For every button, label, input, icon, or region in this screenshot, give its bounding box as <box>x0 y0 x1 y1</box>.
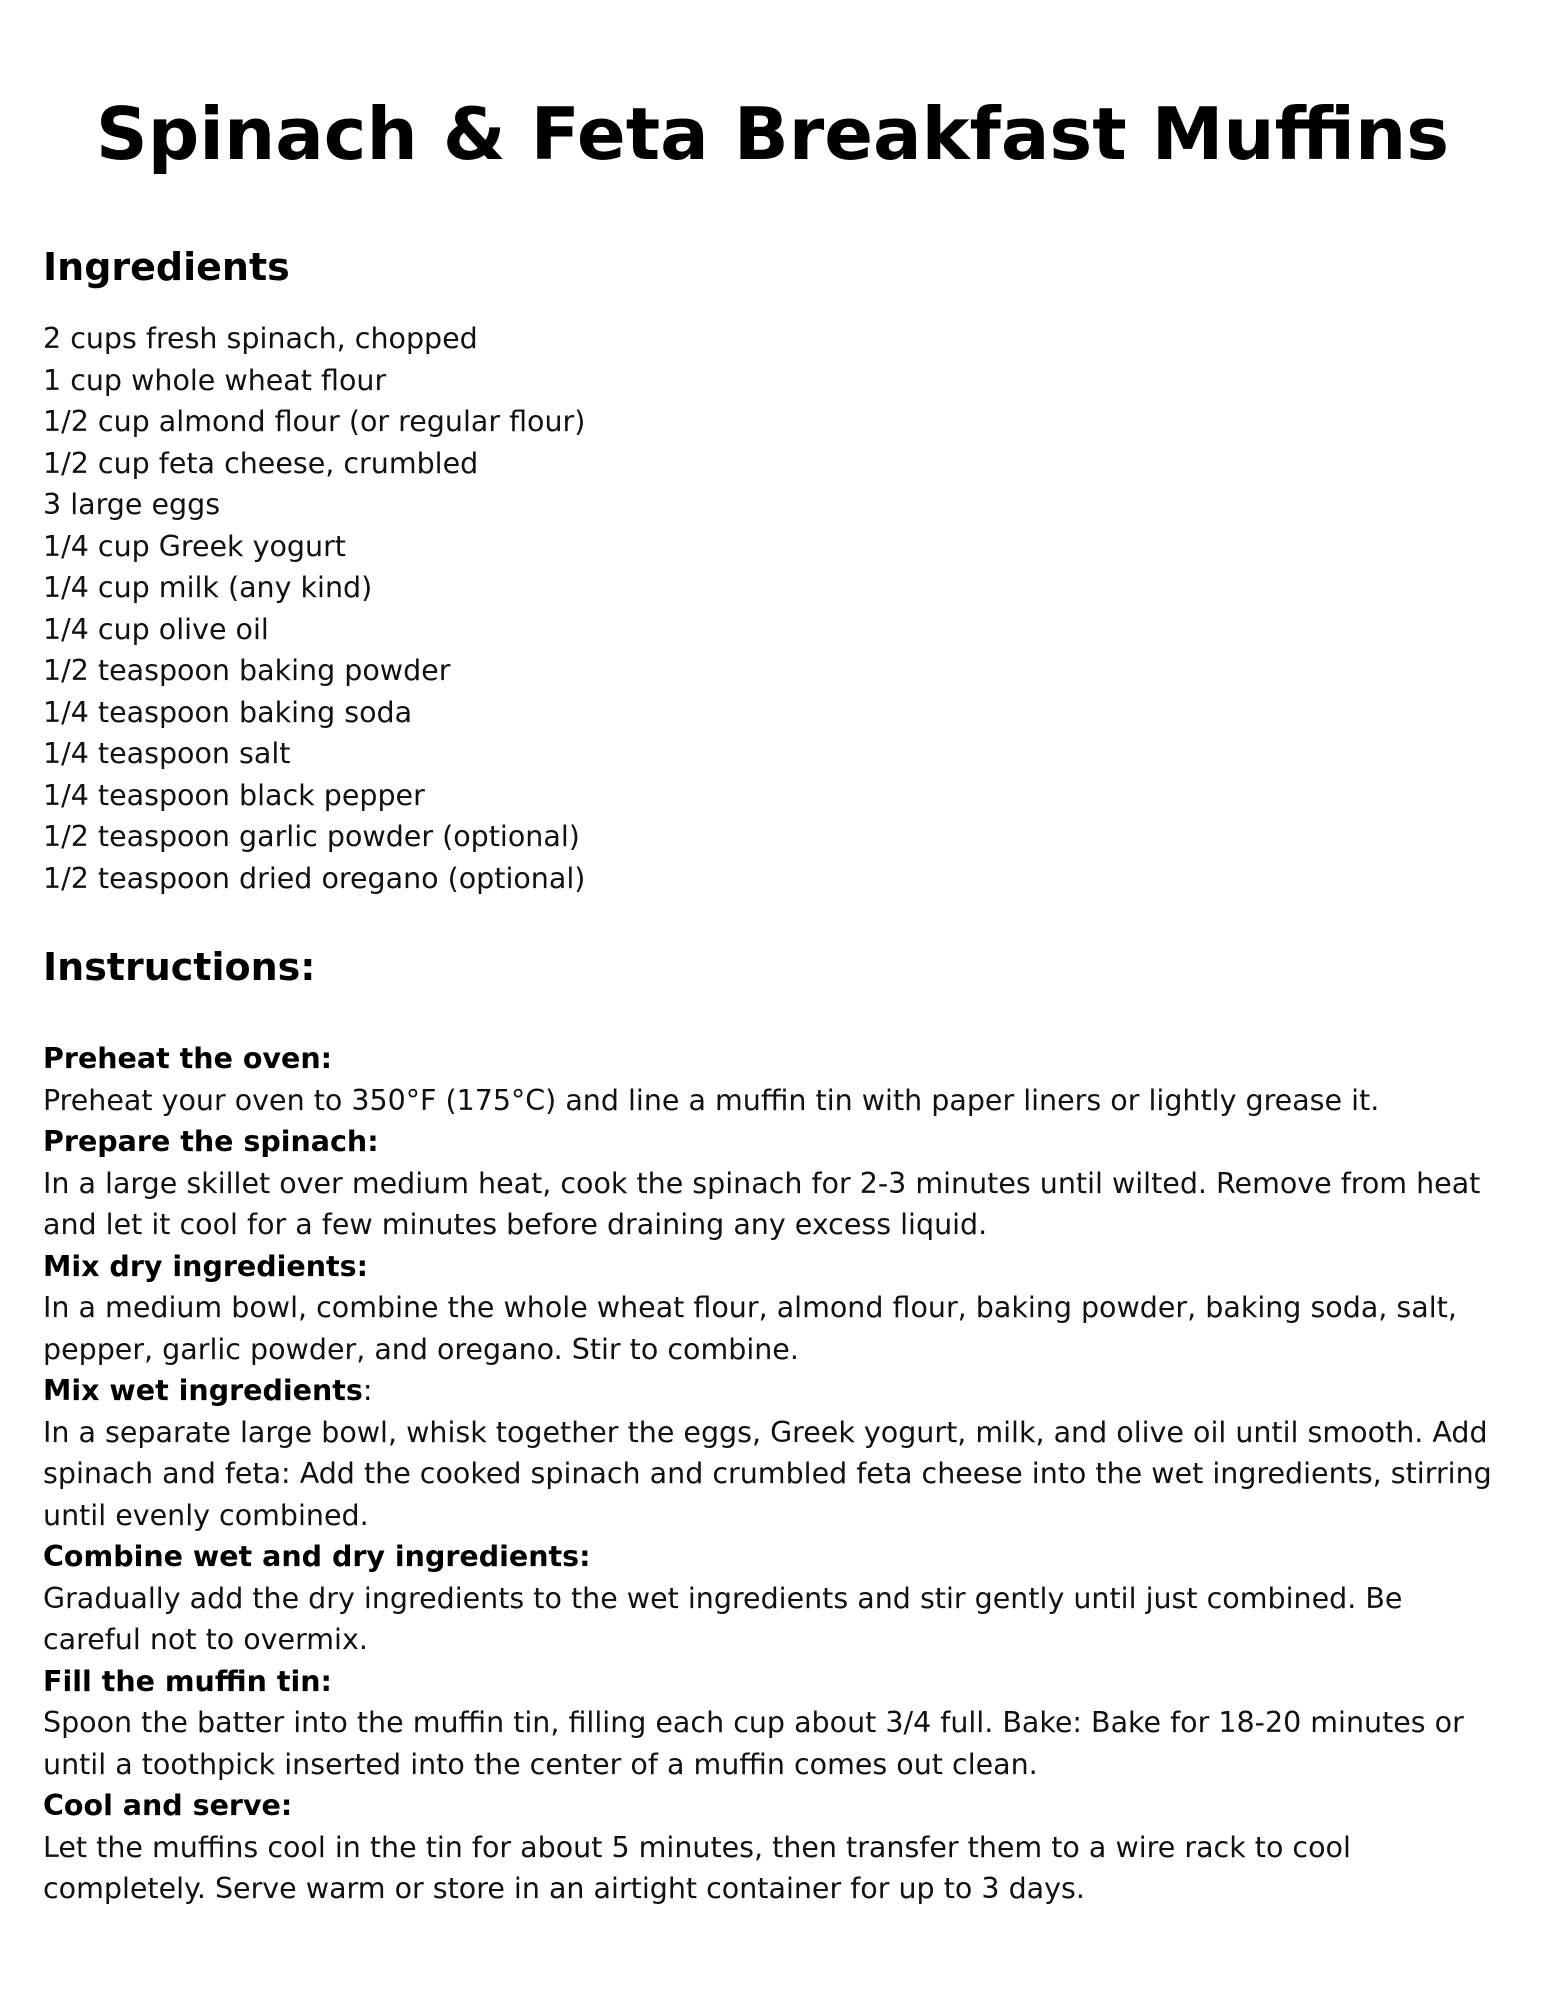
instruction-step <box>43 1661 1505 1786</box>
step-title: Fill the muffin tin: <box>43 1664 332 1698</box>
instruction-step <box>43 1246 1505 1371</box>
step-title: Combine wet and dry ingredients: <box>43 1540 591 1573</box>
ingredient-item: 1/2 cup feta cheese, crumbled <box>43 446 479 480</box>
step-text: In a separate large bowl, whisk together the eggs, Greek yogurt, milk, and olive oil until smooth. Add spinach and feta: Add the cooked spinach and crumbled feta cheese into the wet ingredients, stirring until evenly combined. <box>43 1415 1492 1532</box>
step-title: Preheat the oven: <box>43 1042 333 1075</box>
step-text: Gradually add the dry ingredients to the wet ingredients and stir gently until just combined. Be careful not to overmix. <box>43 1581 1403 1656</box>
instruction-step <box>43 1536 1505 1661</box>
step-title: Mix dry ingredients: <box>43 1249 369 1283</box>
instructions-heading: Instructions: <box>43 945 316 989</box>
ingredient-item: 1/4 teaspoon baking soda <box>43 695 413 729</box>
ingredients-heading: Ingredients <box>43 245 290 289</box>
step-text: Spoon the batter into the muffin tin, filling each cup about 3/4 full. Bake: Bake for 18-20 minutes or until a toothpick inserted into the center of a muffin comes out clean. <box>43 1706 1464 1781</box>
ingredients-list <box>43 318 585 899</box>
recipe-title: Spinach & Feta Breakfast Muffins <box>95 92 1450 176</box>
step-title: Mix wet ingredients <box>43 1374 363 1407</box>
ingredient-item: 1/4 cup milk (any kind) <box>43 571 373 604</box>
step-text: In a large skillet over medium heat, cook the spinach for 2-3 minutes until wilted. Remove from heat and let it cool for a few minutes before draining any excess liquid. <box>43 1166 1481 1241</box>
instructions-list <box>43 1038 1505 1910</box>
ingredient-item: 1/4 cup Greek yogurt <box>43 529 346 563</box>
step-text: Let the muffins cool in the tin for about 5 minutes, then transfer them to a wire rack to cool completely. Serve warm or store in an airtight container for up to 3 days. <box>43 1830 1351 1905</box>
instruction-step <box>43 1121 1505 1246</box>
step-title: Prepare the spinach: <box>43 1125 379 1158</box>
ingredient-item: 3 large eggs <box>43 488 221 521</box>
step-title: Cool and serve: <box>43 1789 293 1822</box>
ingredient-item: 1/2 teaspoon baking powder <box>43 654 451 687</box>
instruction-step <box>43 1370 1505 1536</box>
step-text: In a medium bowl, combine the whole wheat flour, almond flour, baking powder, baking soda, salt, pepper, garlic powder, and oregano. Stir to combine. <box>43 1291 1457 1366</box>
step-text: Preheat your oven to 350°F (175°C) and line a muffin tin with paper liners or lightly grease it. <box>43 1083 1380 1117</box>
step-title-suffix: : <box>362 1374 373 1407</box>
instruction-step <box>43 1038 1505 1121</box>
step-title-wrapper <box>43 1370 1505 1412</box>
ingredient-item: 1/2 cup almond flour (or regular flour) <box>43 405 586 438</box>
ingredient-item: 1/2 teaspoon dried oregano (optional) <box>43 861 586 895</box>
ingredient-item: 1 cup whole wheat flour <box>43 363 387 397</box>
ingredient-item: 1/2 teaspoon garlic powder (optional) <box>43 820 580 853</box>
ingredient-item: 1/4 cup olive oil <box>43 612 269 646</box>
instruction-step <box>43 1785 1505 1910</box>
ingredient-item: 1/4 teaspoon salt <box>43 737 291 770</box>
ingredient-item: 1/4 teaspoon black pepper <box>43 778 425 812</box>
ingredient-item: 2 cups fresh spinach, chopped <box>43 322 478 355</box>
